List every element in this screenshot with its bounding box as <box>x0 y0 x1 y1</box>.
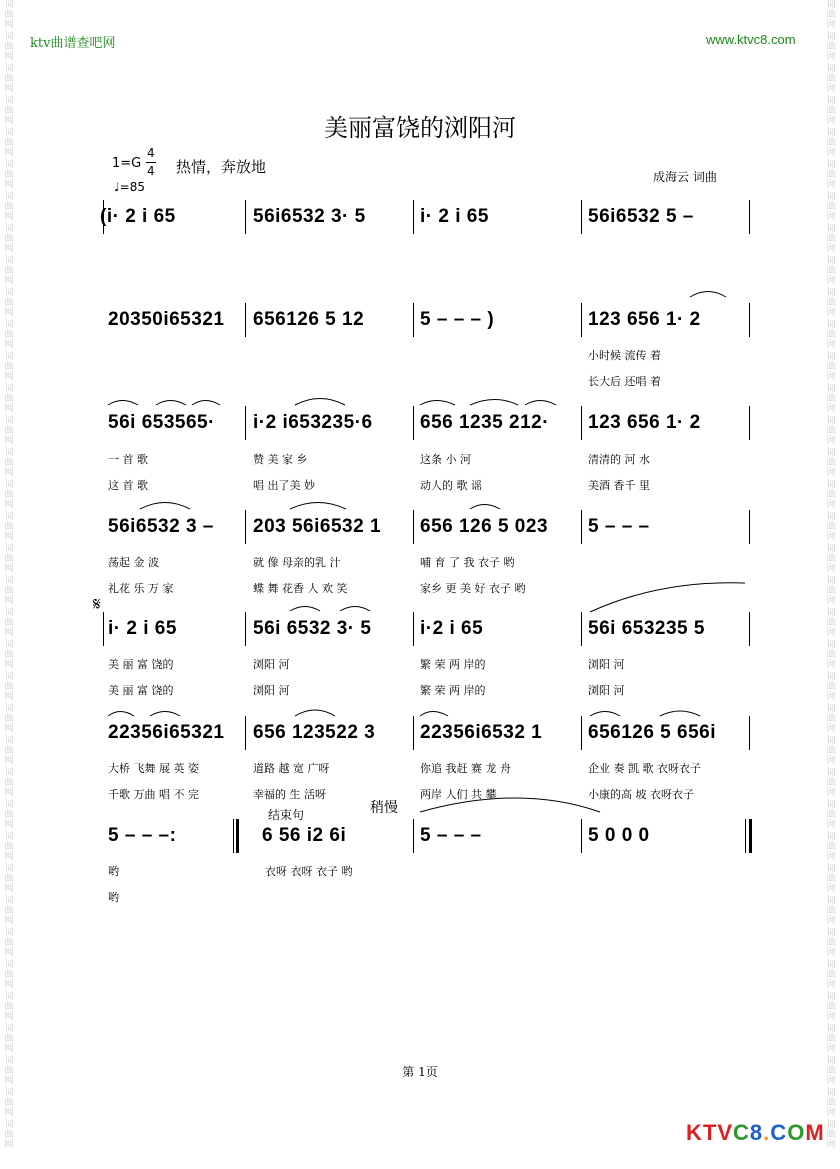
watermark-glyph: 曲 <box>826 842 836 852</box>
watermark-glyph: 词 <box>4 544 14 554</box>
watermark-glyph: 网 <box>4 148 14 158</box>
watermark-glyph: 曲 <box>826 778 836 788</box>
watermark-glyph: 曲 <box>826 1066 836 1076</box>
watermark-glyph: 网 <box>4 948 14 958</box>
watermark-glyph: 词 <box>826 32 836 42</box>
watermark-glyph: 词 <box>826 448 836 458</box>
watermark-glyph: 词 <box>4 320 14 330</box>
watermark-glyph: 网 <box>4 628 14 638</box>
measure-notes: 56i6532 5 – <box>588 206 694 227</box>
time-signature-bottom: 4 <box>147 164 155 178</box>
watermark-glyph: 网 <box>826 916 836 926</box>
watermark-glyph: 网 <box>826 84 836 94</box>
watermark-glyph: 网 <box>826 148 836 158</box>
watermark-glyph: 曲 <box>826 682 836 692</box>
lyric: 哟 <box>108 865 119 878</box>
watermark-glyph: 网 <box>826 852 836 862</box>
expression-mark: 热情，奔放地 <box>176 158 267 176</box>
watermark-glyph: 词 <box>4 960 14 970</box>
measure-notes: i· 2 i 65 <box>108 618 177 639</box>
watermark-glyph: 词 <box>826 704 836 714</box>
watermark-glyph: 词 <box>4 992 14 1002</box>
key-signature: 1=G <box>112 156 142 171</box>
watermark-glyph: 网 <box>826 1108 836 1118</box>
watermark-glyph: 曲 <box>4 1098 14 1108</box>
lyric: 家乡 更 美 好 衣子 哟 <box>420 582 526 595</box>
watermark-glyph: 网 <box>826 596 836 606</box>
watermark-glyph: 曲 <box>4 1034 14 1044</box>
credits: 成海云 词曲 <box>653 170 717 184</box>
watermark-glyph: 曲 <box>4 394 14 404</box>
watermark-glyph: 曲 <box>4 266 14 276</box>
watermark-glyph: 曲 <box>4 778 14 788</box>
lyric: 美 丽 富 饶的 <box>108 684 174 697</box>
watermark-glyph: 曲 <box>4 458 14 468</box>
lyric: 繁 荣 两 岸的 <box>420 658 486 671</box>
watermark-glyph: 网 <box>4 724 14 734</box>
watermark-glyph: 网 <box>826 564 836 574</box>
watermark-glyph: 网 <box>4 820 14 830</box>
watermark-glyph: 词 <box>4 224 14 234</box>
watermark-glyph: 词 <box>826 96 836 106</box>
watermark-glyph: 词 <box>826 256 836 266</box>
watermark-glyph: 网 <box>4 20 14 30</box>
lyric: 就 像 母亲的乳 汁 <box>253 556 341 569</box>
measure-notes: 56i6532 3· 5 <box>253 206 366 227</box>
watermark-glyph: 网 <box>4 372 14 382</box>
watermark-glyph: 曲 <box>4 746 14 756</box>
watermark-glyph: 曲 <box>826 298 836 308</box>
watermark-glyph: 词 <box>826 1056 836 1066</box>
watermark-glyph: 曲 <box>4 1066 14 1076</box>
watermark-glyph: 词 <box>826 768 836 778</box>
watermark-glyph: 曲 <box>826 394 836 404</box>
watermark-glyph: 曲 <box>4 426 14 436</box>
lyric: 清清的 河 水 <box>588 453 650 466</box>
lyric-line-2: 长大后 还唱 着 <box>588 375 661 388</box>
measure-notes: 656 126 5 023 <box>420 516 549 537</box>
watermark-glyph: 曲 <box>826 1098 836 1108</box>
watermark-glyph: 曲 <box>826 714 836 724</box>
watermark-glyph: 网 <box>4 340 14 350</box>
measure-notes: 123 656 1· 2 <box>588 412 701 433</box>
watermark-glyph: 网 <box>4 596 14 606</box>
measure-notes: 5 – – – <box>420 825 482 846</box>
watermark-glyph: 词 <box>826 736 836 746</box>
watermark-glyph: 网 <box>826 884 836 894</box>
time-signature-top: 4 <box>147 146 155 160</box>
ending-marker: 结束句 <box>268 808 305 822</box>
watermark-glyph: 曲 <box>4 1130 14 1140</box>
measure-notes: 656 1235 212· <box>420 412 550 433</box>
watermark-glyph: 网 <box>4 436 14 446</box>
measure-notes: 20350i65321 <box>108 309 225 330</box>
watermark-glyph: 曲 <box>826 330 836 340</box>
watermark-glyph: 词 <box>4 288 14 298</box>
watermark-glyph: 网 <box>4 404 14 414</box>
lyric: 浏阳 河 <box>588 684 625 697</box>
watermark-glyph: 词 <box>4 672 14 682</box>
measure-notes: 5 – – – ) <box>420 309 495 330</box>
lyric: 浏阳 河 <box>588 658 625 671</box>
watermark-glyph: 网 <box>826 788 836 798</box>
watermark-glyph: 词 <box>826 224 836 234</box>
watermark-glyph: 词 <box>4 448 14 458</box>
watermark-glyph: 网 <box>4 212 14 222</box>
watermark-glyph: 网 <box>826 980 836 990</box>
watermark-glyph: 词 <box>826 608 836 618</box>
watermark-glyph: 网 <box>826 244 836 254</box>
lyric: 动人的 歌 谣 <box>420 479 482 492</box>
watermark-glyph: 曲 <box>826 170 836 180</box>
watermark-glyph: 网 <box>826 372 836 382</box>
watermark-glyph: 网 <box>826 1012 836 1022</box>
measure-notes: 22356i65321 <box>108 722 225 743</box>
watermark-glyph: 曲 <box>826 810 836 820</box>
watermark-glyph: 曲 <box>826 138 836 148</box>
watermark-glyph: 网 <box>826 436 836 446</box>
lyric: 你追 我赶 赛 龙 舟 <box>420 762 511 775</box>
watermark-glyph: 词 <box>4 352 14 362</box>
watermark-glyph: 网 <box>826 692 836 702</box>
watermark-glyph: 词 <box>4 256 14 266</box>
watermark-glyph: 词 <box>826 928 836 938</box>
watermark-glyph: 曲 <box>826 74 836 84</box>
watermark-glyph: 曲 <box>826 426 836 436</box>
watermark-glyph: 词 <box>4 832 14 842</box>
watermark-glyph: 网 <box>4 564 14 574</box>
lyric: 浏阳 河 <box>253 684 290 697</box>
watermark-glyph: 词 <box>4 0 14 10</box>
watermark-glyph: 词 <box>826 1024 836 1034</box>
watermark-glyph: 词 <box>826 1120 836 1130</box>
watermark-glyph: 网 <box>4 852 14 862</box>
watermark-glyph: 网 <box>826 308 836 318</box>
watermark-glyph: 网 <box>826 20 836 30</box>
measure-notes: i·2 i 65 <box>420 618 484 639</box>
watermark-glyph: 词 <box>4 640 14 650</box>
watermark-glyph: 曲 <box>826 522 836 532</box>
watermark-glyph: 曲 <box>826 202 836 212</box>
watermark-glyph: 曲 <box>4 842 14 852</box>
watermark-glyph: 曲 <box>826 906 836 916</box>
lyric: 这条 小 河 <box>420 453 471 466</box>
watermark-glyph: 词 <box>826 800 836 810</box>
watermark-glyph: 曲 <box>826 938 836 948</box>
measure-notes: 56i 6532 3· 5 <box>253 618 372 639</box>
watermark-glyph: 词 <box>4 160 14 170</box>
watermark-glyph: 网 <box>4 180 14 190</box>
watermark-glyph: 曲 <box>826 490 836 500</box>
lyric: 哺 育 了 我 衣子 哟 <box>420 556 515 569</box>
watermark-glyph: 词 <box>4 1120 14 1130</box>
watermark-glyph: 曲 <box>826 970 836 980</box>
watermark-glyph: 曲 <box>826 362 836 372</box>
lyric: 蝶 舞 花香 人 欢 笑 <box>253 582 348 595</box>
lyric: 幸福的 生 活呀 <box>253 788 326 801</box>
watermark-glyph: 词 <box>4 64 14 74</box>
watermark-glyph: 词 <box>826 320 836 330</box>
watermark-glyph: 曲 <box>4 522 14 532</box>
measure-notes: 5 – – – <box>588 516 650 537</box>
watermark-glyph: 词 <box>826 128 836 138</box>
measure-notes: 56i6532 3 – <box>108 516 214 537</box>
watermark-glyph: 曲 <box>4 714 14 724</box>
watermark-glyph: 词 <box>4 1088 14 1098</box>
measure-notes: 5 0 0 0 <box>588 825 650 846</box>
watermark-glyph: 网 <box>4 308 14 318</box>
watermark-glyph: 曲 <box>826 618 836 628</box>
watermark-glyph: 网 <box>826 660 836 670</box>
watermark-glyph: 词 <box>826 544 836 554</box>
watermark-glyph: 词 <box>4 384 14 394</box>
watermark-glyph: 网 <box>4 884 14 894</box>
lyric: 企业 奏 凯 歌 衣呀衣子 <box>588 762 701 775</box>
watermark-glyph: 曲 <box>826 650 836 660</box>
watermark-glyph: 词 <box>4 32 14 42</box>
watermark-glyph: 曲 <box>826 554 836 564</box>
watermark-glyph: 词 <box>826 480 836 490</box>
watermark-glyph: 词 <box>826 960 836 970</box>
measure-notes: 5 – – –: <box>108 825 177 846</box>
watermark-glyph: 曲 <box>4 618 14 628</box>
watermark-glyph: 词 <box>826 352 836 362</box>
site-name-left[interactable]: ktv曲谱查吧网 <box>30 36 116 51</box>
watermark-glyph: 曲 <box>826 42 836 52</box>
watermark-glyph: 网 <box>826 1140 836 1150</box>
watermark-glyph: 网 <box>4 1012 14 1022</box>
watermark-glyph: 词 <box>826 864 836 874</box>
lyric: 礼花 乐 万 家 <box>108 582 174 595</box>
measure-notes: 656126 5 12 <box>253 309 365 330</box>
watermark-glyph: 曲 <box>826 10 836 20</box>
watermark-glyph: 网 <box>826 276 836 286</box>
watermark-glyph: 词 <box>4 192 14 202</box>
watermark-glyph: 词 <box>4 864 14 874</box>
lyric: 浏阳 河 <box>253 658 290 671</box>
measure-notes: 656 123522 3 <box>253 722 376 743</box>
watermark-glyph: 词 <box>826 832 836 842</box>
watermark-glyph: 曲 <box>4 74 14 84</box>
measure-notes: 56i 653565· <box>108 412 215 433</box>
watermark-glyph: 网 <box>4 116 14 126</box>
lyric: 赞 美 家 乡 <box>253 453 308 466</box>
watermark-glyph: 网 <box>826 52 836 62</box>
watermark-glyph: 词 <box>4 736 14 746</box>
watermark-glyph: 曲 <box>4 298 14 308</box>
lyric: 两岸 人们 共 攀 <box>420 788 497 801</box>
watermark-glyph: 词 <box>826 192 836 202</box>
watermark-glyph: 词 <box>4 1056 14 1066</box>
lyric: 大桥 飞舞 展 英 姿 <box>108 762 199 775</box>
watermark-glyph: 词 <box>4 928 14 938</box>
watermark-glyph: 网 <box>4 52 14 62</box>
watermark-glyph: 曲 <box>4 554 14 564</box>
lyric: 一 首 歌 <box>108 453 148 466</box>
page-number: 第 1页 <box>402 1065 438 1079</box>
measure-notes: 123 656 1· 2 <box>588 309 701 330</box>
watermark-glyph: 网 <box>4 500 14 510</box>
watermark-glyph: 曲 <box>4 1002 14 1012</box>
watermark-glyph: 网 <box>826 340 836 350</box>
watermark-glyph: 网 <box>4 788 14 798</box>
watermark-glyph: 词 <box>4 512 14 522</box>
watermark-glyph: 词 <box>4 608 14 618</box>
watermark-glyph: 曲 <box>826 266 836 276</box>
segno-sign: 𝄋 <box>93 594 101 615</box>
watermark-glyph: 网 <box>4 276 14 286</box>
watermark-glyph: 词 <box>4 96 14 106</box>
watermark-glyph: 曲 <box>4 490 14 500</box>
watermark-glyph: 词 <box>826 0 836 10</box>
lyric: 千歌 万曲 唱 不 完 <box>108 788 199 801</box>
watermark-glyph: 曲 <box>826 458 836 468</box>
lyric: 衣呀 衣呀 衣子 哟 <box>265 865 353 878</box>
watermark-glyph: 曲 <box>826 874 836 884</box>
watermark-glyph: 网 <box>4 916 14 926</box>
watermark-glyph: 曲 <box>4 874 14 884</box>
watermark-glyph: 网 <box>4 660 14 670</box>
measure-notes: i· 2 i 65 <box>420 206 489 227</box>
measure-notes: (i· 2 i 65 <box>100 206 176 227</box>
watermark-glyph: 曲 <box>4 906 14 916</box>
watermark-glyph: 曲 <box>4 42 14 52</box>
watermark-glyph: 网 <box>826 180 836 190</box>
watermark-glyph: 词 <box>826 992 836 1002</box>
watermark-glyph: 词 <box>4 896 14 906</box>
watermark-glyph: 曲 <box>4 330 14 340</box>
watermark-glyph: 词 <box>4 704 14 714</box>
watermark-glyph: 曲 <box>4 682 14 692</box>
site-url-right[interactable]: www.ktvc8.com <box>706 32 796 47</box>
watermark-glyph: 词 <box>826 512 836 522</box>
watermark-glyph: 词 <box>826 416 836 426</box>
watermark-glyph: 词 <box>4 800 14 810</box>
watermark-glyph: 曲 <box>4 586 14 596</box>
watermark-glyph: 网 <box>826 724 836 734</box>
measure-notes: 22356i6532 1 <box>420 722 543 743</box>
watermark-glyph: 曲 <box>826 1130 836 1140</box>
tempo-change-marker: 稍慢 <box>370 800 398 816</box>
watermark-glyph: 曲 <box>4 234 14 244</box>
watermark-glyph: 词 <box>4 416 14 426</box>
watermark-glyph: 网 <box>826 756 836 766</box>
song-title: 美丽富饶的浏阳河 <box>324 114 516 142</box>
measure-notes: 6 56 i2 6i <box>262 825 347 846</box>
watermark-glyph: 网 <box>826 628 836 638</box>
lyric: 道路 越 宽 广呀 <box>253 762 330 775</box>
watermark-glyph: 曲 <box>4 938 14 948</box>
lyric: 哟 <box>108 891 119 904</box>
watermark-glyph: 曲 <box>4 106 14 116</box>
watermark-glyph: 词 <box>826 64 836 74</box>
lyric: 这 首 歌 <box>108 479 148 492</box>
watermark-glyph: 词 <box>4 576 14 586</box>
watermark-glyph: 网 <box>826 468 836 478</box>
watermark-glyph: 网 <box>4 532 14 542</box>
watermark-glyph: 曲 <box>826 1002 836 1012</box>
watermark-glyph: 词 <box>826 672 836 682</box>
watermark-glyph: 网 <box>4 1140 14 1150</box>
lyric-line-1: 小时候 流传 着 <box>588 349 661 362</box>
watermark-glyph: 曲 <box>826 106 836 116</box>
watermark-glyph: 曲 <box>4 810 14 820</box>
measure-notes: 56i 653235 5 <box>588 618 705 639</box>
watermark-glyph: 词 <box>4 128 14 138</box>
ktvc8-logo: KTVC8.COM <box>686 1120 825 1145</box>
watermark-glyph: 网 <box>826 212 836 222</box>
watermark-glyph: 词 <box>826 1088 836 1098</box>
watermark-glyph: 网 <box>4 756 14 766</box>
watermark-glyph: 曲 <box>4 170 14 180</box>
lyric: 美 丽 富 饶的 <box>108 658 174 671</box>
watermark-glyph: 词 <box>4 1024 14 1034</box>
lyric: 繁 荣 两 岸的 <box>420 684 486 697</box>
watermark-glyph: 曲 <box>826 234 836 244</box>
tempo-mark: ♩=85 <box>114 180 145 194</box>
watermark-glyph: 词 <box>826 640 836 650</box>
watermark-glyph: 词 <box>826 160 836 170</box>
watermark-glyph: 词 <box>826 288 836 298</box>
measure-notes: i·2 i653235·6 <box>253 412 373 433</box>
watermark-glyph: 网 <box>4 1076 14 1086</box>
watermark-glyph: 网 <box>4 244 14 254</box>
watermark-glyph: 曲 <box>4 362 14 372</box>
watermark-glyph: 曲 <box>826 1034 836 1044</box>
measure-notes: 656126 5 656i <box>588 722 717 743</box>
lyric: 荡起 金 波 <box>108 556 159 569</box>
watermark-glyph: 网 <box>826 532 836 542</box>
watermark-glyph: 曲 <box>4 10 14 20</box>
watermark-glyph: 曲 <box>4 202 14 212</box>
lyric: 唱 出了美 妙 <box>253 479 315 492</box>
watermark-glyph: 网 <box>4 1108 14 1118</box>
watermark-glyph: 网 <box>826 1044 836 1054</box>
watermark-glyph: 曲 <box>4 970 14 980</box>
lyric: 美酒 香千 里 <box>588 479 650 492</box>
watermark-glyph: 网 <box>826 948 836 958</box>
watermark-glyph: 网 <box>4 84 14 94</box>
watermark-glyph: 曲 <box>826 746 836 756</box>
watermark-glyph: 网 <box>826 820 836 830</box>
watermark-glyph: 词 <box>826 896 836 906</box>
watermark-glyph: 曲 <box>4 650 14 660</box>
measure-notes: 203 56i6532 1 <box>253 516 382 537</box>
watermark-glyph: 词 <box>826 576 836 586</box>
watermark-glyph: 网 <box>826 116 836 126</box>
watermark-glyph: 网 <box>4 468 14 478</box>
watermark-glyph: 网 <box>826 1076 836 1086</box>
watermark-glyph: 网 <box>4 1044 14 1054</box>
watermark-glyph: 网 <box>4 692 14 702</box>
watermark-glyph: 网 <box>826 404 836 414</box>
watermark-glyph: 词 <box>4 480 14 490</box>
watermark-glyph: 词 <box>4 768 14 778</box>
watermark-glyph: 词 <box>826 384 836 394</box>
lyric: 小康的高 坡 衣呀衣子 <box>588 788 694 801</box>
watermark-glyph: 网 <box>4 980 14 990</box>
watermark-glyph: 曲 <box>826 586 836 596</box>
watermark-glyph: 曲 <box>4 138 14 148</box>
watermark-glyph: 网 <box>826 500 836 510</box>
